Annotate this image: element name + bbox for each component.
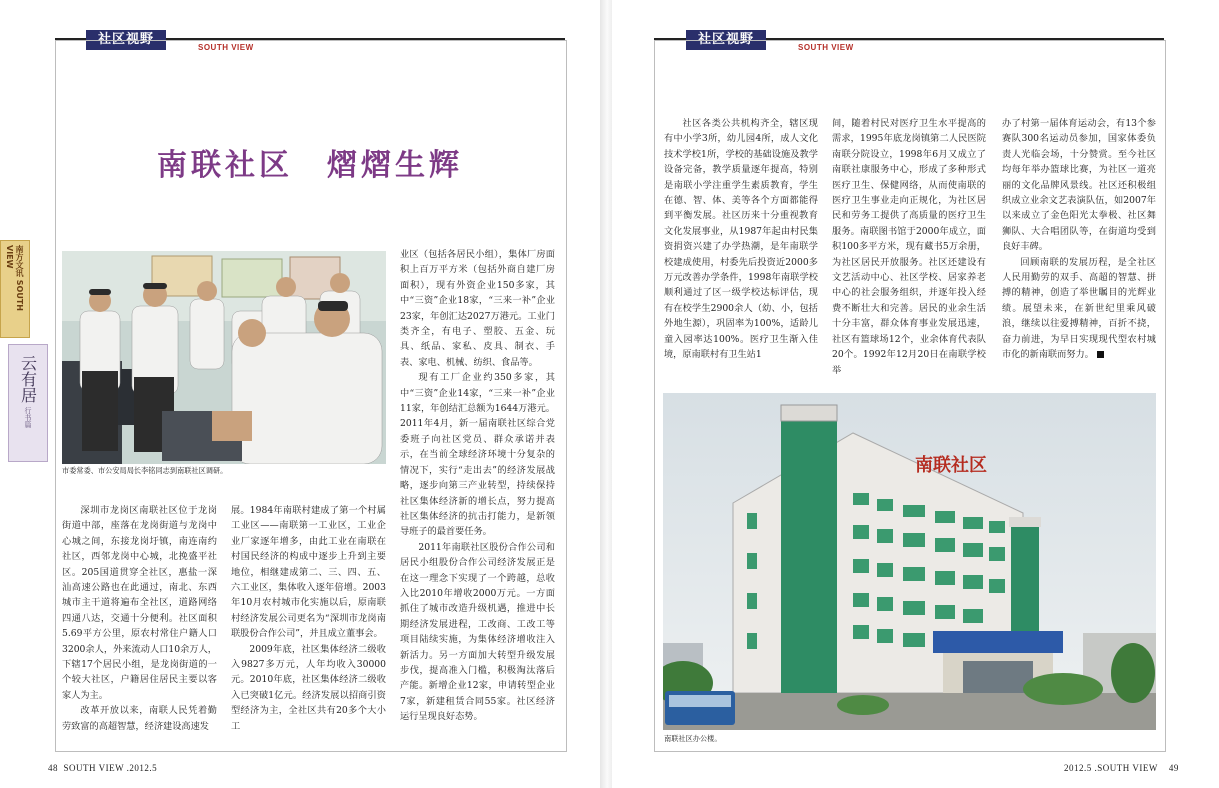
building-photo-caption: 南联社区办公楼。 <box>664 734 722 743</box>
column-1 <box>664 116 818 363</box>
page-number-right <box>1064 763 1179 773</box>
folio-number: 49 <box>1168 763 1179 773</box>
headline: 南联社区 熠熠生辉 <box>157 148 463 183</box>
section-tag: 社区视野 <box>86 30 166 50</box>
left-page <box>0 0 600 788</box>
section-tag-en: SOUTH VIEW <box>198 43 254 52</box>
magazine-side-logo <box>0 240 30 338</box>
section-tag-en: SOUTH VIEW <box>798 43 854 52</box>
stamp-text: 云有居 <box>18 355 38 403</box>
column-bottom-1 <box>62 503 217 734</box>
column-3 <box>1002 116 1156 363</box>
building-sign: 南联社区 <box>915 455 987 476</box>
officials-photo-illustration <box>62 251 386 464</box>
paragraph: 改革开放以来，南联人民凭着勤劳致富的高超智慧，经济建设高速发 <box>62 705 217 732</box>
folio-text: 2012.5 .SOUTH VIEW <box>1064 763 1158 773</box>
paragraph: 业区（包括各居民小组），集体厂房面积上百万平方米（包括外商自建厂房面积），现有外资企业150多家，其中“三资”企业18家，“三来一补”企业23家，年创汇达2027万港元。工业门类齐全，有电子、塑胶、五金、玩具、纸品、家私、皮具、制衣、手表、家电、机械、纺织、食品等。 <box>400 249 555 368</box>
paragraph: 2011年南联社区股份合作公司和居民小组股份合作公司经济发展正是在这一理念下实现了一个跨越，总收入比2010年增收2000万元。一方面抓住了城市改造升级机遇，推进中长期经济发展进程，工改商、工改工等项目陆续实施，为集体经济增收注入新活力。另一方面加大转型升级发展步伐，提高准入门槛，积极淘汰落后产能。新增企业12家，申请转型企业7家，新建租赁合同55家。社区经济运行呈现良好态势。 <box>400 541 555 723</box>
right-page <box>612 0 1219 788</box>
calligraphy-stamp <box>8 344 48 462</box>
paragraph: 展。1984年南联村建成了第一个村属工业区——南联第一工业区，工业企业厂家逐年增多，由此工业在南联在村国民经济的构成中逐步上升到主要地位，相继建成第二、三、四、五、六工业区，集体收入逐年倍增。2003年10月农村城市化实施以后，原南联村经济发展公司更名为“深圳市龙岗南联股份合作公司”，并且成立董事会。 <box>231 505 386 640</box>
officials-photo <box>62 251 386 464</box>
office-building-photo <box>663 393 1156 730</box>
stamp-subtext: 行书篇 <box>24 407 32 428</box>
column-bottom-2 <box>231 503 386 734</box>
column-top-right <box>400 247 555 725</box>
paragraph: 办了村第一届体育运动会，有13个参赛队300名运动员参加，国家体委负责人光临会场，十分赞赏。至今社区均每年举办篮球比赛，为社区一道亮丽的文化品牌风景线。社区还积极组织成立业余文艺表演队伍，如2007年以来成立了金色阳光太拳极、社区舞狮队、大合唱团队等，在街道均受到良好丰碑。 <box>1002 118 1156 253</box>
paragraph: 深圳市龙岗区南联社区位于龙岗街道中部，座落在龙岗街道与龙岗中心城之间，东接龙岗圩镇，南连南约社区，西邻龙岗中心城，北挽盛平社区。205国道贯穿全社区，惠盐一深汕高速公路也在此通过，南北、东西城市主干道将遍布全社区，道路网络四通八达，交通十分便利。社区面积5.69平方公里，原农村常住户籍人口3200余人，外来流动人口10余万人，下辖17个居民小组，是龙岗街道的一个较大社区，户籍居住居民主要以客家人为主。 <box>62 505 217 701</box>
paragraph: 现有工厂企业约350多家，其中“三资”企业14家，“三来一补”企业11家，年创结汇总额为1644万港元。2011年4月，新一届南联社区综合党委班子向社区党员、群众承诺并表示，在当前全球经济环境十分复杂的情况下，实行“走出去”的经济发展战略，逐步向第三产业转型，持续保持社区集体经济新的增长点，努力提高社区集体经济的抗击打能力，是新领导班子的最首要任务。 <box>400 372 555 538</box>
page-number-left <box>48 763 157 773</box>
spine-gutter <box>600 0 612 788</box>
paragraph: 社区各类公共机构齐全，辖区现有中小学3所，幼儿园4所，成人文化技术学校1所，学校的基础设施及教学设备完备，教学质量逐年提高，特别是南联小学注重学生素质教育，学生在德、智、体、美等各个方面都能得到平衡发展。社区历来十分重视教育文化发展事业，从1987年起由村民集资捐资兴建了办学热潮，是年南联学校建成使用，村委先后投资近2000多万元改善办学条件，1998年南联学校顺利通过了区一级学校达标评估，现有在校学生2900余人（幼、小，包括外地生源），巩固率为100%，适龄儿童入园率达100%。医疗卫生渐入佳境，原南联村有卫生站1 <box>664 118 818 361</box>
end-of-article-mark <box>1097 351 1104 358</box>
photo-caption: 市委常委、市公安局局长李铭同志到南联社区调研。 <box>62 466 228 475</box>
folio-text: SOUTH VIEW .2012.5 <box>63 763 158 773</box>
paragraph: 间，随着村民对医疗卫生水平提高的需求，1995年底龙岗镇第二人民医院南联分院设立，1998年6月又成立了南联社康服务中心，形成了多种形式医疗卫生、保健网络，从而使南联的医疗卫生事业走向正规化，为社区居民和劳务工提供了高质量的医疗卫生服务。南联图书馆于2000年成立，面积100多平方米，现有藏书5万余册，为社区居民开放服务。社区还建设有文艺活动中心、社区学校、居家养老中心的社会服务组织，并逐年投入经费不断壮大和完善。居民的业余生活十分丰富，群众体育事业发展迅速，社区有篮球场12个，业余体育代表队20个。1992年12月20日在南联学校举 <box>832 118 986 376</box>
paragraph-text: 回顾南联的发展历程，是全社区人民用勤劳的双手、高超的智慧、拼搏的精神，创造了举世瞩目的光辉业绩。展望未来，在新世纪里乘风破浪，继续以往爱搏精神，百折不挠，奋力前进，为早日实现现代型农村城市化的新南联而努力。 <box>1002 256 1156 361</box>
side-logo-text: 南方文讯 SOUTH VIEW <box>5 245 24 311</box>
column-2 <box>832 116 986 378</box>
folio-number: 48 <box>48 763 58 773</box>
building-photo-illustration <box>663 393 1156 730</box>
paragraph <box>1002 255 1156 363</box>
paragraph: 2009年底，社区集体经济二级收入9827多万元，人年均收入30000元。2010年底，社区集体经济二级收入已突破1亿元。经济发展以招商引资型经济为主，全社区共有20多个大小工 <box>231 643 386 732</box>
section-tag: 社区视野 <box>686 30 766 50</box>
